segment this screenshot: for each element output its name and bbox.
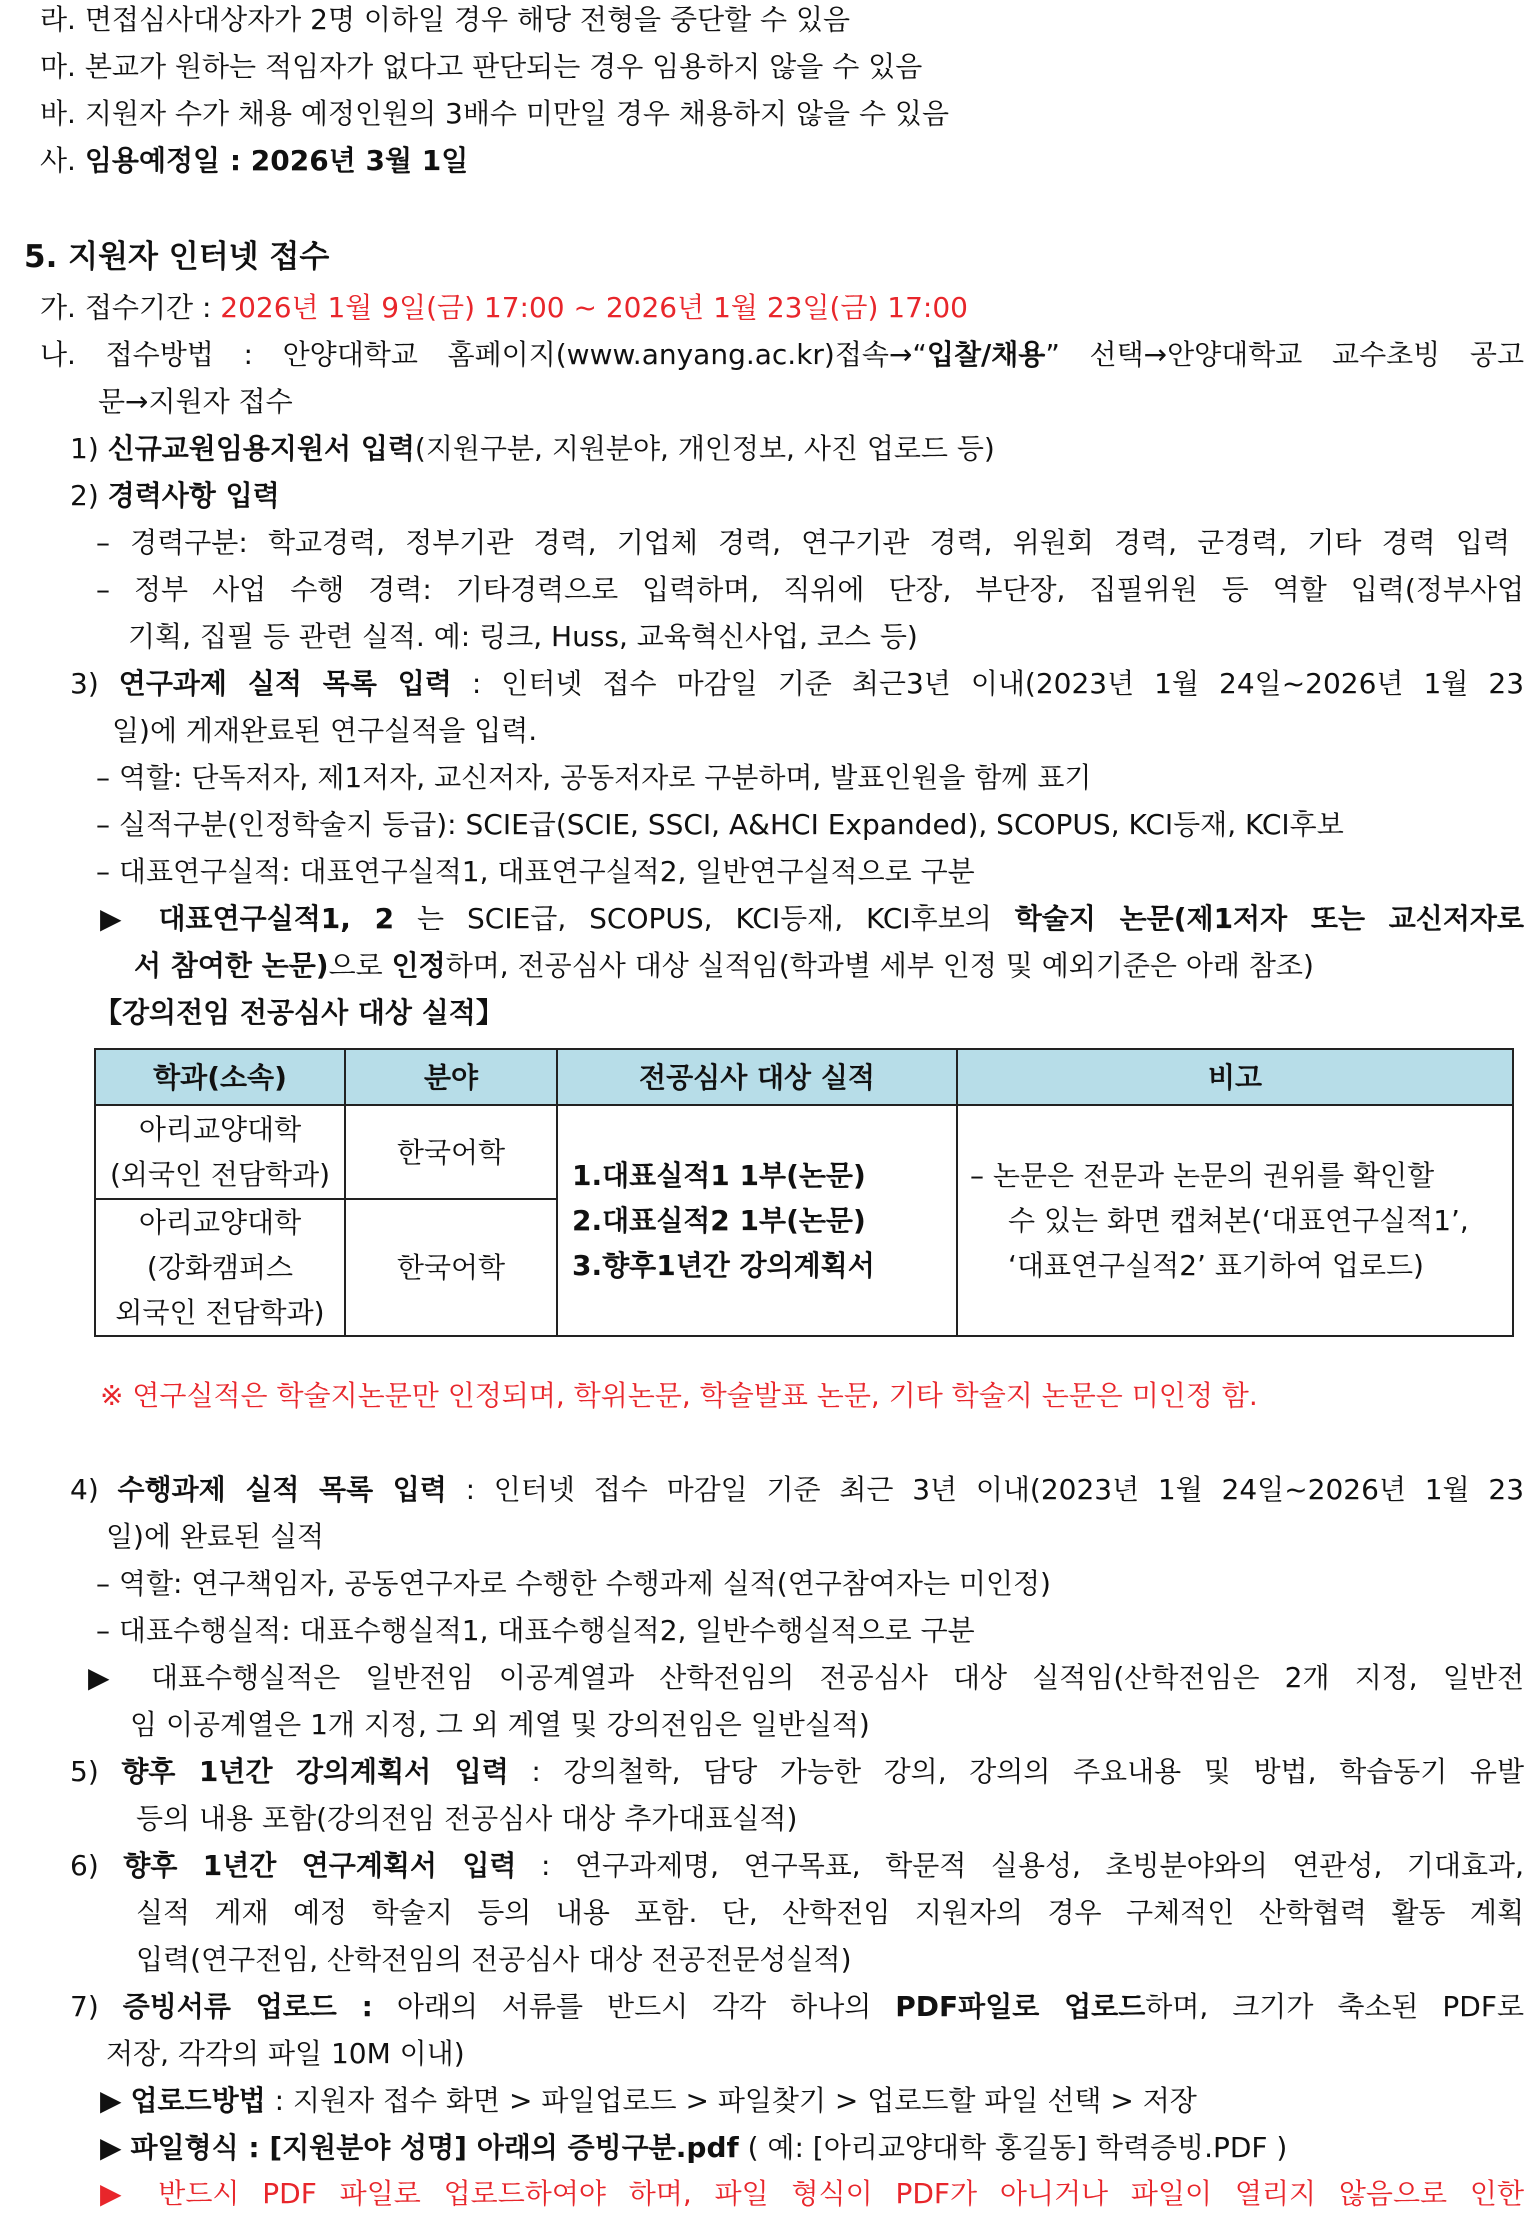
text-line: 바. 지원자 수가 채용 예정인원의 3배수 미만일 경우 채용하지 않을 수 있음 (40, 97, 950, 130)
text-line (70, 1987, 1524, 2027)
text-span: : 연구과제명, 연구목표, 학문적 실용성, 초빙분야와의 연관성, 기대효과, (516, 1849, 1524, 1882)
text-span: 가. 접수기간 : (40, 291, 221, 324)
text-span: : 인터넷 접수 마감일 기준 최근 3년 이내(2023년 1월 24일~2026년 1월 23 (446, 1473, 1525, 1506)
appointment-date: 2026년 3월 1일 (250, 144, 469, 177)
dept-line: 아리교양대학 (138, 1113, 302, 1146)
text-line (100, 2128, 1287, 2168)
emphasis: 인정 (391, 949, 446, 982)
text-line (40, 141, 468, 181)
text-line: 저장, 각각의 파일 10M 이내) (106, 2037, 465, 2070)
text-line: 라. 면접심사대상자가 2명 이하일 경우 해당 전형을 중단할 수 있음 (40, 3, 851, 36)
emphasis: 대표연구실적1, 2 (158, 902, 395, 935)
text-line: – 경력구분: 학교경력, 정부기관 경력, 기업체 경력, 연구기관 경력, 위원회 경력, 군경력, 기타 경력 입력 (96, 526, 1510, 559)
text-span: 아래의 서류를 반드시 각각 하나의 (372, 1990, 896, 2023)
dept-cell (95, 1199, 345, 1336)
text-line: – 정부 사업 수행 경력: 기타경력으로 입력하며, 직위에 단장, 부단장, 집필위원 등 역할 입력(정부사업 (96, 573, 1524, 606)
dept-line: 외국인 전담학과) (115, 1296, 325, 1329)
item-title: 향후 1년간 강의계획서 입력 (121, 1755, 509, 1788)
header-field: 분야 (345, 1049, 557, 1105)
text-span: ▶ (100, 2177, 159, 2210)
text-span: ( 예: [아리교양대학 홍길동] 학력증빙.PDF ) (738, 2131, 1288, 2164)
text-line (70, 1846, 1524, 1886)
text-span: 1) (70, 432, 108, 465)
text-line (70, 664, 1524, 704)
text-span: ▶ (100, 2084, 131, 2117)
text-line (100, 2081, 1197, 2121)
text-line: 기획, 집필 등 관련 실적. 예: 링크, Huss, 교육혁신사업, 코스 등) (128, 620, 918, 653)
text-line: – 실적구분(인정학술지 등급): SCIE급(SCIE, SSCI, A&HCI Expanded), SCOPUS, KCI등재, KCI후보 (96, 808, 1344, 841)
text-span: 는 SCIE급, SCOPUS, KCI등재, KCI후보의 (394, 902, 1015, 935)
header-dept: 학과(소속) (95, 1049, 345, 1105)
dept-line: 아리교양대학 (138, 1206, 302, 1239)
header-results: 전공심사 대상 실적 (557, 1049, 957, 1105)
review-criteria-table (94, 1048, 1514, 1337)
dept-line: (강화캠퍼스 (146, 1251, 294, 1284)
result-item: 3.향후1년간 강의계획서 (572, 1249, 875, 1282)
text-line (70, 1470, 1524, 1510)
text-line: 등의 내용 포함(강의전임 전공심사 대상 추가대표실적) (136, 1802, 798, 1835)
text-line: – 역할: 단독저자, 제1저자, 교신저자, 공동저자로 구분하며, 발표인원을 함께 표기 (96, 761, 1092, 794)
text-line: 실적 게재 예정 학술지 등의 내용 포함. 단, 산학전임 지원자의 경우 구체적인 산학협력 활동 계획 (136, 1896, 1524, 1929)
text-span: 사. (40, 144, 85, 177)
warning-line (100, 2174, 1524, 2214)
note-line: – 논문은 전문과 논문의 권위를 확인할 (970, 1159, 1435, 1192)
item-title: 증빙서류 업로드 : (122, 1990, 373, 2023)
text-line (70, 476, 280, 516)
dept-cell (95, 1105, 345, 1199)
text-span: 반드시 PDF 파일로 업로드하여야 하며, 파일 형식이 PDF가 아니거나 파일이 열리지 않음으로 인한 (158, 2177, 1524, 2210)
text-line (134, 946, 1314, 986)
menu-name: 입찰/채용 (926, 338, 1046, 371)
text-line (40, 335, 1524, 375)
table-caption: 【강의전임 전공심사 대상 실적】 (94, 996, 504, 1029)
section-heading: 5. 지원자 인터넷 접수 (24, 239, 330, 275)
dept-line: (외국인 전담학과) (109, 1158, 331, 1191)
item-title: 향후 1년간 연구계획서 입력 (123, 1849, 517, 1882)
text-span: : 지원자 접수 화면 > 파일업로드 > 파일찾기 > 업로드할 파일 선택 > 저장 (265, 2084, 1197, 2117)
text-span: 2) (70, 479, 108, 512)
text-span: 나. 접수방법 : 안양대학교 홈페이지(www.anyang.ac.kr)접속→“ (40, 338, 927, 371)
text-span: 하며, 전공심사 대상 실적임(학과별 세부 인정 및 예외기준은 아래 참조) (445, 949, 1314, 982)
text-span: 으로 (328, 949, 392, 982)
text-line: 일)에 완료된 실적 (106, 1520, 325, 1553)
text-span: ” 선택→안양대학교 교수초빙 공고 (1045, 338, 1524, 371)
notice-line: ※ 연구실적은 학술지논문만 인정되며, 학위논문, 학술발표 논문, 기타 학술지 논문은 미인정 함. (100, 1379, 1258, 1412)
text-line: 일)에 게재완료된 연구실적을 입력. (112, 714, 538, 747)
text-line: 입력(연구전임, 산학전임의 전공심사 대상 전공전문성실적) (136, 1943, 852, 1976)
table-header-row (95, 1049, 1513, 1105)
text-line: 문→지원자 접수 (98, 385, 293, 418)
text-line (40, 288, 968, 328)
text-span: (지원구분, 지원분야, 개인정보, 사진 업로드 등) (414, 432, 995, 465)
appointment-date-label: 임용예정일 : (84, 144, 251, 177)
text-span: 3) (70, 667, 119, 700)
text-span: 5) (70, 1755, 122, 1788)
note-cell (957, 1105, 1513, 1336)
field-cell: 한국어학 (345, 1105, 557, 1199)
emphasis: 업로드방법 (130, 2084, 266, 2117)
text-line (70, 1752, 1524, 1792)
header-note: 비고 (957, 1049, 1513, 1105)
text-span: ▶ (100, 2131, 131, 2164)
text-span: : 인터넷 접수 마감일 기준 최근3년 이내(2023년 1월 24일~2026년 1월 23 (451, 667, 1525, 700)
table-row (95, 1105, 1513, 1199)
text-line: – 대표수행실적: 대표수행실적1, 대표수행실적2, 일반수행실적으로 구분 (96, 1614, 975, 1647)
application-period: 2026년 1월 9일(금) 17:00 ~ 2026년 1월 23일(금) 17:00 (220, 291, 968, 324)
item-title: 경력사항 입력 (107, 479, 280, 512)
text-line (70, 429, 995, 469)
text-span: 6) (70, 1849, 124, 1882)
text-span: 하며, 크기가 축소된 PDF로 (1145, 1990, 1525, 2023)
emphasis: 서 참여한 논문) (134, 949, 329, 982)
text-line: – 역할: 연구책임자, 공동연구자로 수행한 수행과제 실적(연구참여자는 미인정) (96, 1567, 1051, 1600)
text-span: 7) (70, 1990, 123, 2023)
text-line: ▶ 대표수행실적은 일반전임 이공계열과 산학전임의 전공심사 대상 실적임(산학전임은 2개 지정, 일반전 (88, 1661, 1524, 1694)
result-item: 2.대표실적2 1부(논문) (572, 1204, 866, 1237)
note-line: 수 있는 화면 캡쳐본(‘대표연구실적1’, (1008, 1204, 1469, 1237)
text-line: – 대표연구실적: 대표연구실적1, 대표연구실적2, 일반연구실적으로 구분 (96, 855, 975, 888)
emphasis: 파일형식 : [지원분야 성명] 아래의 증빙구분.pdf (130, 2131, 739, 2164)
text-line: 임 이공계열은 1개 지정, 그 외 계열 및 강의전임은 일반실적) (130, 1708, 870, 1741)
text-line: 마. 본교가 원하는 적임자가 없다고 판단되는 경우 임용하지 않을 수 있음 (40, 50, 923, 83)
item-title: 신규교원임용지원서 입력 (107, 432, 415, 465)
text-line (100, 899, 1524, 939)
item-title: 수행과제 실적 목록 입력 (117, 1473, 447, 1506)
emphasis: PDF파일로 업로드 (895, 1990, 1146, 2023)
text-span: 4) (70, 1473, 118, 1506)
field-cell: 한국어학 (345, 1199, 557, 1336)
note-line: ‘대표연구실적2’ 표기하여 업로드) (1008, 1249, 1424, 1282)
item-title: 연구과제 실적 목록 입력 (118, 667, 452, 700)
emphasis: 학술지 논문(제1저자 또는 교신저자로 (1014, 902, 1525, 935)
text-span: : 강의철학, 담당 가능한 강의, 강의의 주요내용 및 방법, 학습동기 유발 (508, 1755, 1524, 1788)
text-span: ▶ (100, 902, 159, 935)
result-item: 1.대표실적1 1부(논문) (572, 1159, 866, 1192)
results-cell (557, 1105, 957, 1336)
